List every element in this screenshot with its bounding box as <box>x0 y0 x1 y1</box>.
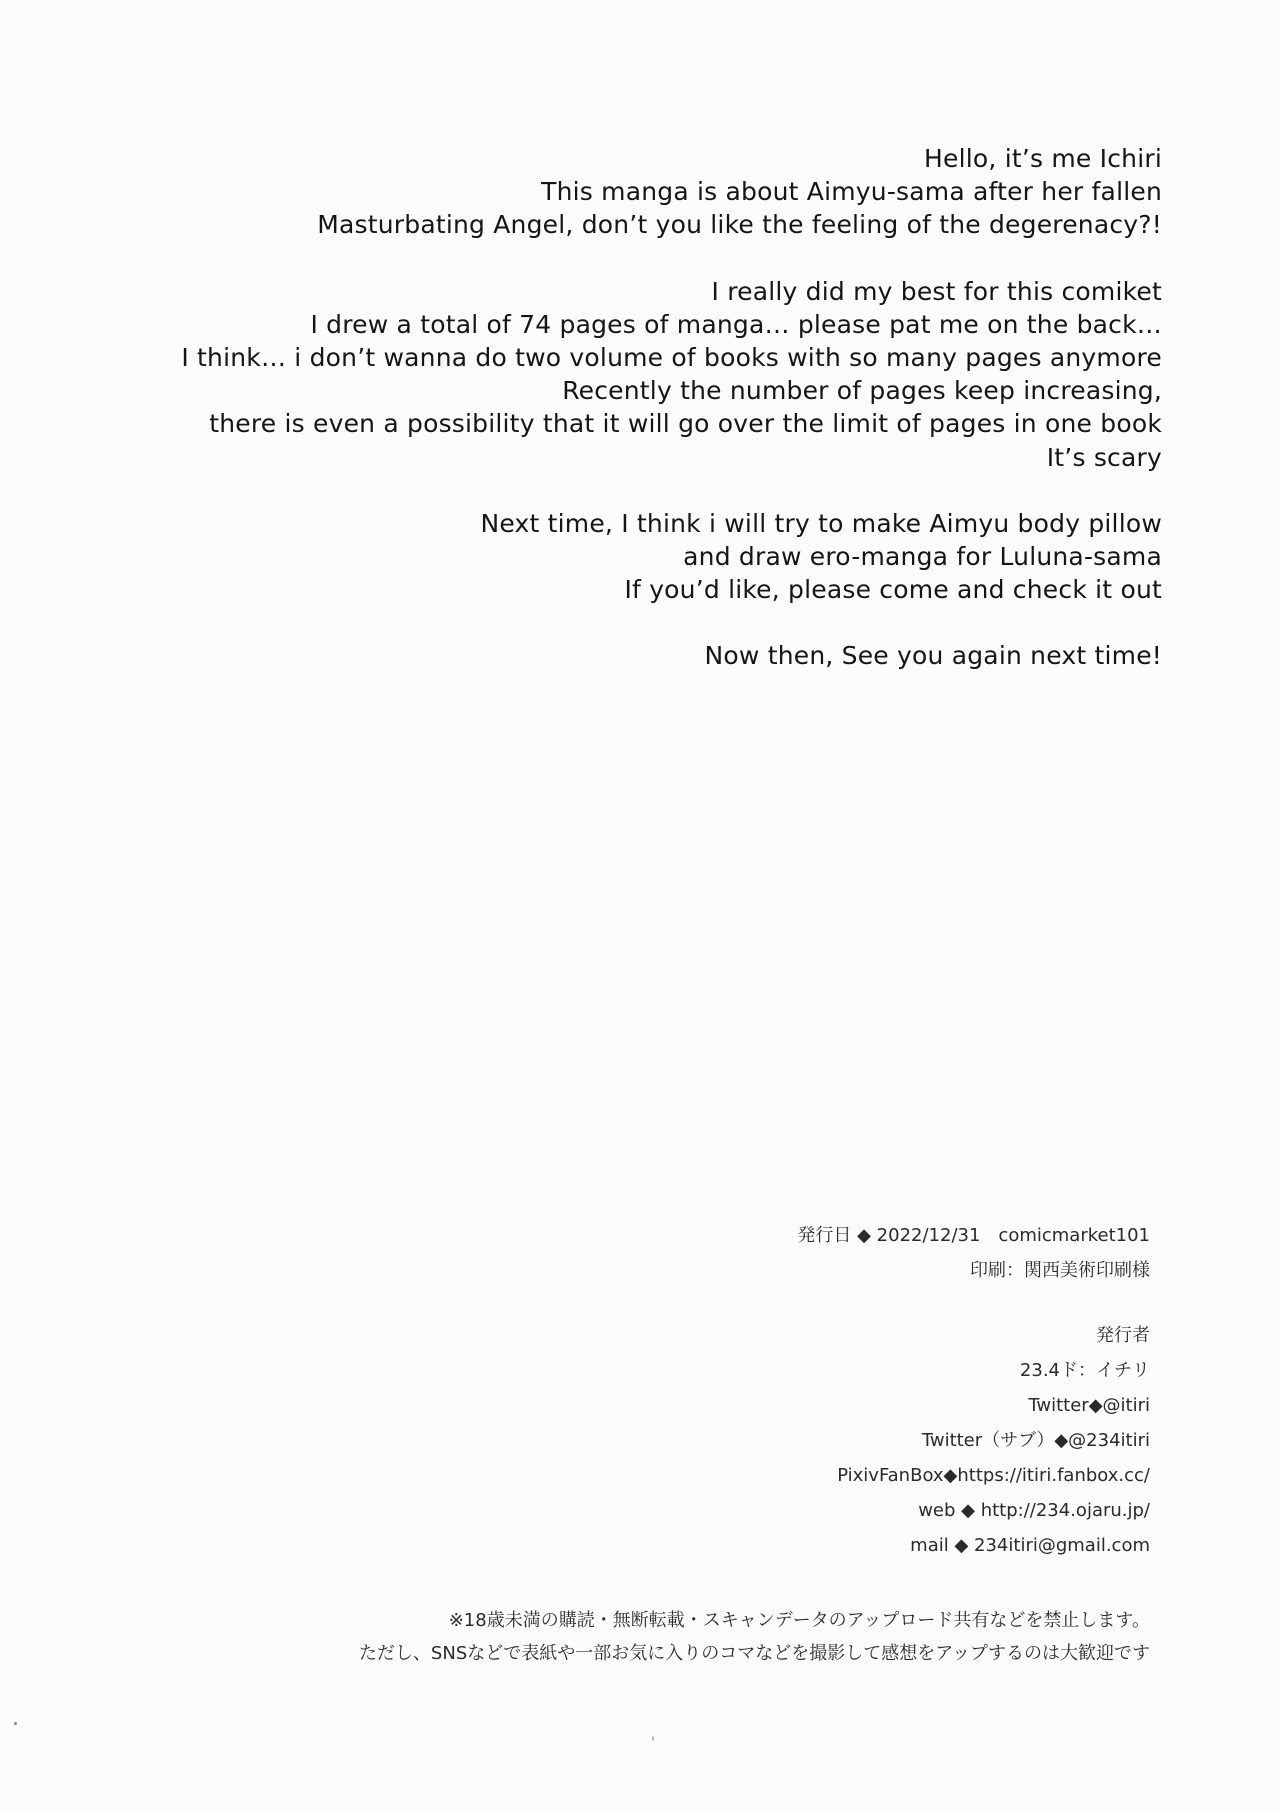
twitter-sub-handle: Twitter（サブ）◆@234itiri <box>921 1430 1150 1451</box>
circle-name: 23.4ド：イチリ <box>1019 1360 1150 1381</box>
notice-line: ※18歳未満の購読・無断転載・スキャンデータのアップロード共有などを禁止します。 <box>448 1610 1150 1631</box>
colophon-spacer <box>550 1288 1150 1318</box>
afterword-line: This manga is about Aimyu-sama after her fallen <box>541 177 1162 207</box>
usage-notice <box>150 1604 1150 1670</box>
afterword-text <box>42 142 1162 706</box>
afterword-paragraph <box>42 639 1162 672</box>
afterword-line: Hello, it’s me Ichiri <box>924 144 1162 173</box>
scan-speck <box>652 1736 654 1741</box>
mail-address: mail ◆ 234itiri@gmail.com <box>910 1535 1150 1556</box>
afterword-line: Recently the number of pages keep increasing, <box>562 376 1162 406</box>
afterword-line: Now then, See you again next time! <box>704 641 1162 671</box>
afterword-line: Next time, I think i will try to make Aimyu body pillow <box>480 508 1162 538</box>
publisher-heading: 発行者 <box>1096 1325 1150 1346</box>
twitter-handle: Twitter◆@itiri <box>1028 1395 1150 1416</box>
afterword-line: I drew a total of 74 pages of manga… please pat me on the back… <box>310 309 1162 339</box>
fanbox-link: PixivFanBox◆https://itiri.fanbox.cc/ <box>837 1465 1150 1486</box>
printer-credit: 印刷：関西美術印刷様 <box>970 1260 1150 1281</box>
afterword-line: It’s scary <box>1046 442 1162 472</box>
afterword-paragraph <box>42 275 1162 474</box>
afterword-line: If you’d like, please come and check it out <box>624 575 1162 605</box>
afterword-line: there is even a possibility that it will go over the limit of pages in one book <box>209 409 1162 439</box>
colophon <box>550 1218 1150 1563</box>
web-link: web ◆ http://234.ojaru.jp/ <box>918 1500 1150 1521</box>
afterword-paragraph <box>42 142 1162 242</box>
afterword-line: I really did my best for this comiket <box>711 276 1162 306</box>
afterword-paragraph <box>42 507 1162 607</box>
scan-speck <box>14 1722 17 1725</box>
afterword-line: and draw ero-manga for Luluna-sama <box>683 542 1162 572</box>
afterword-line: I think… i don’t wanna do two volume of books with so many pages anymore <box>181 343 1162 373</box>
afterword-line: Masturbating Angel, don’t you like the feeling of the degerenacy?! <box>317 210 1162 240</box>
release-date: 発行日 ◆ 2022/12/31 comicmarket101 <box>797 1225 1150 1246</box>
notice-line: ただし、SNSなどで表紙や一部お気に入りのコマなどを撮影して感想をアップするのは大歓迎です <box>358 1643 1150 1664</box>
